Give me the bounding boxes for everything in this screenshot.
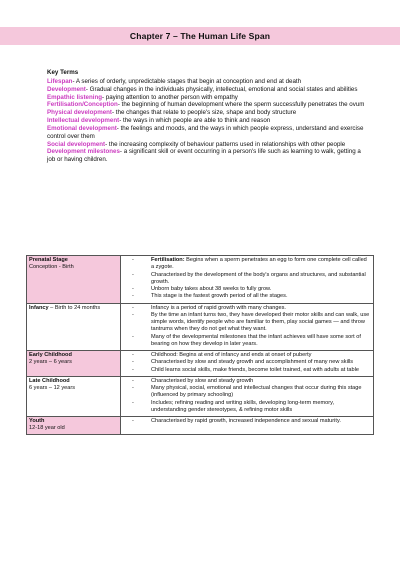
- term-separator: -: [117, 101, 122, 109]
- term-name: Emotional development: [47, 124, 117, 132]
- bullet-text: Includes; refining reading and writing skills, developing long-term memory, understanding gender stereotypes, & refining motor skills: [151, 399, 335, 413]
- stage-bullet: [121, 272, 371, 287]
- stage-description-cell: [121, 351, 374, 377]
- term-separator: -: [119, 148, 124, 156]
- stage-age-range: 12-18 year old: [29, 425, 65, 432]
- stage-bullet: [121, 359, 371, 366]
- term-separator: -: [102, 93, 106, 101]
- stage-cell: [27, 376, 121, 416]
- stage-cell: [27, 351, 121, 377]
- stage-bullet: [121, 367, 371, 374]
- bullet-text: This stage is the fastest growth period of all the stages.: [151, 293, 288, 300]
- bullet-text: Characterised by slow and steady growth: [151, 377, 254, 384]
- term-name: Empathic listening: [47, 93, 103, 101]
- term-separator: -: [85, 85, 90, 93]
- term-name: Intellectual development: [47, 117, 120, 125]
- term-separator: -: [116, 124, 121, 132]
- bullet-text: Child learns social skills, make friends, become toilet trained, eat with adults at table: [151, 366, 360, 373]
- term-name: Fertilisation/Conception: [47, 101, 118, 109]
- term-definition: paying attention to another person with empathy: [105, 93, 238, 101]
- stage-bullet: [121, 305, 371, 312]
- term-definition: a significant skill or event occurring in a person's life such as learning to walk, getting a job or having children.: [47, 148, 361, 164]
- stage-bullet: [121, 286, 371, 293]
- stage-name: Prenatal Stage: [29, 257, 68, 263]
- stage-description-cell: [121, 256, 374, 304]
- key-term: [47, 101, 367, 109]
- term-definition: the changes that relate to people's size, shape and body structure: [115, 109, 297, 117]
- stage-row: [27, 376, 374, 416]
- term-definition: Gradual changes in the individuals physically, intellectual, emotional and social states and abilities: [89, 85, 358, 93]
- bullet-text: Unborn baby takes about 38 weeks to fully grow.: [151, 286, 272, 292]
- title-band: [0, 27, 400, 45]
- stage-age-range: 2 years – 6 years: [29, 359, 72, 366]
- key-term: [47, 125, 367, 141]
- stage-age-range: Conception - Birth: [29, 264, 74, 271]
- stage-description-cell: [121, 417, 374, 435]
- key-term: [47, 86, 367, 94]
- stage-bullet: [121, 293, 371, 300]
- stage-row: [27, 417, 374, 435]
- key-term: [47, 141, 367, 149]
- term-definition: the beginning of human development where the sperm successfully penetrates the ovum: [121, 101, 365, 109]
- term-definition: the ways in which people are able to think and reason: [123, 117, 271, 125]
- bullet-text: By the time an infant turns two, they have developed their motor skills and can walk, use simple words, identify people who are familiar to them, play social games — and throw tantrums when they do not get what they want.: [151, 311, 370, 333]
- stage-cell: [27, 256, 121, 304]
- key-term: [47, 78, 367, 86]
- page-title: Chapter 7 – The Human Life Span: [129, 31, 271, 41]
- key-term: [47, 117, 367, 125]
- stage-name: Early Childhood: [29, 352, 72, 358]
- key-term: [47, 148, 367, 164]
- key-terms-section: [47, 69, 367, 164]
- key-term: [47, 94, 367, 102]
- bullet-text: Characterised by the development of the body's organs and structures, and substantial growth.: [151, 271, 366, 285]
- stage-bullet: [121, 312, 371, 334]
- bullet-title: Fertilisation:: [151, 257, 185, 263]
- bullet-text: Childhood: Begins at end of infancy and ends at onset of puberty: [151, 352, 312, 358]
- stage-cell: [27, 417, 121, 435]
- term-name: Development: [47, 85, 86, 93]
- stage-bullet: [121, 352, 371, 359]
- bullet-text: Characterised by rapid growth, increased independence and sexual maturity.: [151, 418, 341, 424]
- stage-row: [27, 256, 374, 304]
- lifespan-stages-table: [26, 255, 374, 435]
- term-definition: A series of orderly, unpredictable stages that begin at conception and end at death: [75, 77, 302, 85]
- stage-name: Infancy: [29, 304, 49, 311]
- stage-cell: [27, 303, 121, 351]
- stage-bullet: [121, 418, 371, 425]
- term-name: Development milestones: [47, 148, 120, 156]
- stage-row: [27, 303, 374, 351]
- stage-row: [27, 351, 374, 377]
- term-definition: the feelings and moods, and the ways in which people express, understand and exercise control over them: [47, 124, 364, 140]
- term-name: Social development: [47, 140, 106, 148]
- term-separator: -: [105, 140, 109, 148]
- bullet-text: Infancy is a period of rapid growth with many changes.: [151, 304, 286, 311]
- stage-age-range: 6 years – 12 years: [29, 385, 76, 391]
- stage-bullet: [121, 385, 371, 400]
- stage-description-cell: [121, 376, 374, 416]
- term-name: Physical development: [47, 109, 112, 117]
- key-terms-heading: Key Terms: [47, 69, 79, 76]
- stage-name: Youth: [29, 418, 45, 424]
- stage-description-cell: [121, 303, 374, 351]
- term-definition: the increasing complexity of behaviour patterns used in relationships with other people: [108, 140, 346, 148]
- term-separator: -: [119, 117, 123, 125]
- term-name: Lifespan: [47, 77, 73, 85]
- stage-name: Late Childhood: [29, 377, 70, 384]
- bullet-text: Begins when a sperm penetrates an egg to form one complete cell called a zygote.: [151, 257, 367, 271]
- stage-bullet: [121, 257, 371, 272]
- stage-bullet: [121, 378, 371, 385]
- term-separator: -: [112, 109, 116, 117]
- key-terms-list: [47, 78, 367, 164]
- bullet-text: Many of the developmental milestones that the infant achieves will have some sort of bearing on how they develop in later years.: [151, 333, 361, 347]
- key-term: [47, 109, 367, 117]
- stage-bullet: [121, 400, 371, 415]
- bullet-text: Characterised by slow and steady growth and accomplishment of many new skills: [151, 359, 354, 366]
- stage-bullet: [121, 334, 371, 349]
- bullet-text: Many physical, social, emotional and intellectual changes that occur during this stage (influenced by primary schooling): [151, 385, 362, 399]
- stage-age-range: – Birth to 24 months: [48, 304, 101, 311]
- term-separator: -: [72, 77, 76, 85]
